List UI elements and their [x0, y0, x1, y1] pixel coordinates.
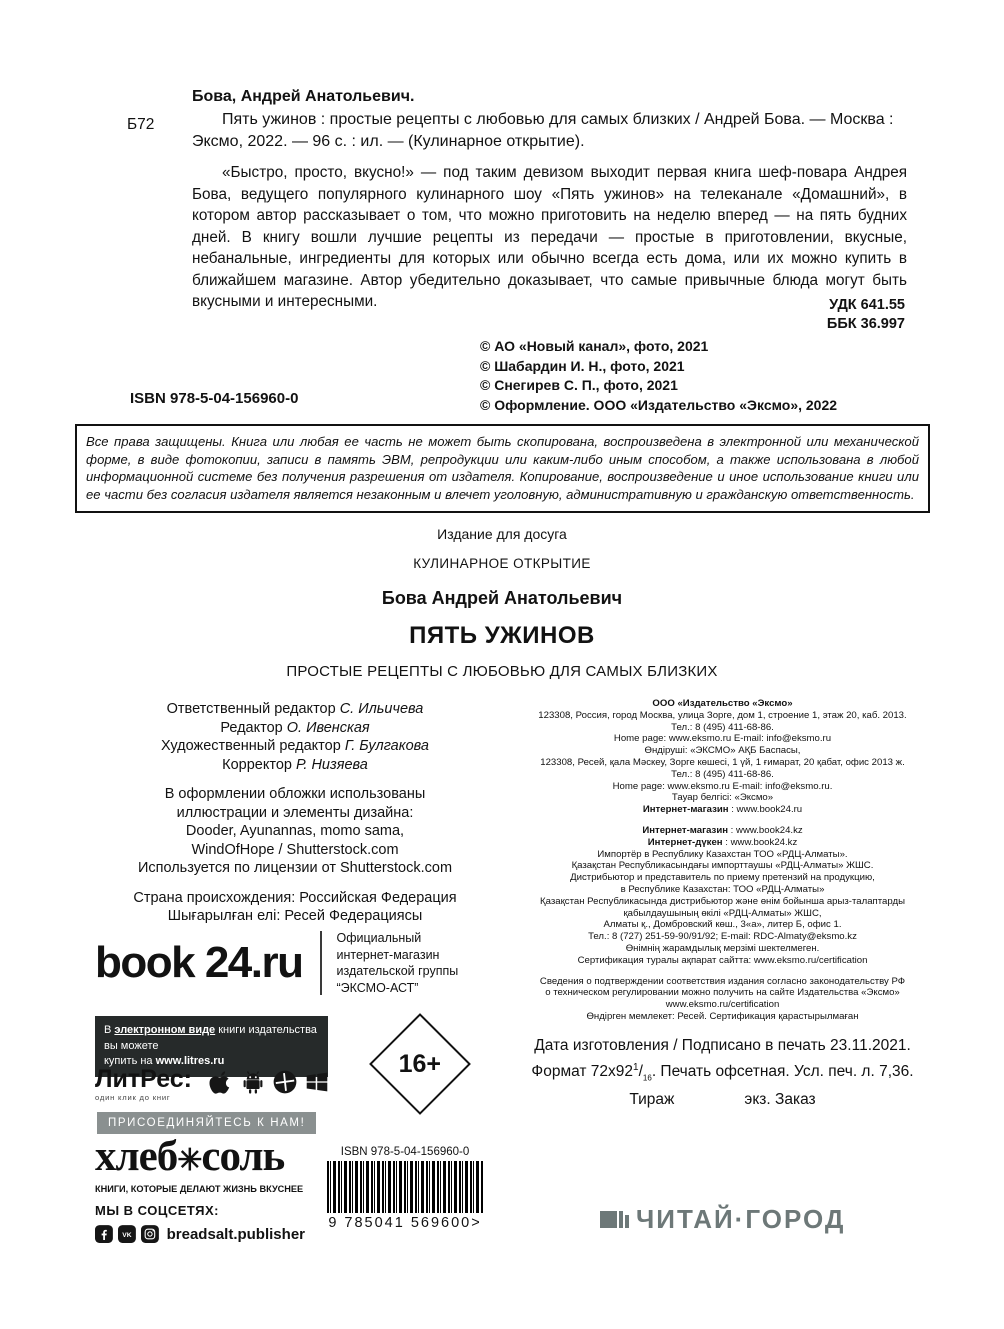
book-title: ПЯТЬ УЖИНОВ: [409, 622, 595, 649]
certification-block: [515, 976, 930, 1023]
publisher-line-text: Сертификация туралы ақпарат сайтта: www.eksmo.ru/certification: [577, 954, 868, 966]
publisher-line: [515, 698, 930, 710]
staff-role: Художественный редактор: [161, 738, 345, 754]
litres-url: www.litres.ru: [155, 1055, 225, 1067]
cover-credit-line: Dooder, Ayunannas, momo sama,: [185, 823, 405, 839]
publisher-line: [515, 825, 930, 837]
publisher-line-text: в Республике Казахстан: ТОО «РДЦ-Алматы»: [620, 883, 825, 895]
tirazh-line: Тираж экз. Заказ: [629, 1090, 816, 1108]
publisher-address-block: [515, 698, 930, 816]
star-icon: ✳: [177, 1144, 202, 1177]
publisher-line-text: Өндірген мемлекет: Ресей. Сертификация қарастырылмаған: [586, 1010, 859, 1022]
barcode-digits: 9 785041 569600>: [328, 1215, 482, 1231]
publisher-line: [515, 849, 930, 861]
publisher-line: [515, 1011, 930, 1023]
book24-caption-line: издательской группы: [336, 964, 459, 978]
staff-name: О. Ивенская: [286, 719, 370, 736]
publisher-line: [515, 908, 930, 920]
editorial-column: [75, 700, 515, 937]
catalog-text: [192, 88, 907, 313]
windows-phone-icon: [272, 1069, 298, 1095]
publisher-line: [515, 896, 930, 908]
publisher-line: [515, 804, 930, 816]
origin-line: Шығарылған елі: Ресей Федерациясы: [167, 908, 423, 924]
book24-caption-line: Официальный: [336, 931, 422, 945]
cover-credit-line: Используется по лицензии от Shutterstock.com: [137, 860, 453, 876]
apple-icon: [208, 1069, 234, 1095]
origin-line: Страна происхождения: Российская Федерация: [133, 889, 457, 906]
cover-credit-line: В оформлении обложки использованы: [164, 786, 426, 802]
annotation-text: «Быстро, просто, вкусно!» — под таким девизом выходит первая книга шеф-повара Андрея Бова, ведущего популярного кулинарного шоу «Пять ужинов» на телеканале «Домашний», в котором автор рассказывает о том, что можно приготовить на неделю вперед — на пять будних дней. В книгу вошли лучшие рецепты из передачи — простые в приготовлении, вкусные, небанальные, ингредиенты для которых или обычно всегда есть дома, или их можно купить в ближайшем магазине. Автор убедительно доказывает, что самые привычные блюда могут быть вкусными и интересными.: [192, 164, 907, 310]
publisher-line-text: 123308, Ресей, қала Мәскеу, Зорге көшесі, 1 үй, 1 ғимарат, 20 қабат, офис 2013 ж.: [540, 756, 905, 768]
book24-block: [95, 930, 458, 996]
bbk-code: ББК 36.997: [826, 316, 905, 332]
publisher-line: [515, 860, 930, 872]
publisher-line-text: қабылдаушының өкілі «РДЦ-Алматы» ЖШС,: [623, 907, 822, 919]
age-rating-badge: 16+: [369, 1013, 471, 1115]
classification-codes: [827, 296, 905, 334]
cover-credit-line: иллюстрации и элементы дизайна:: [176, 804, 414, 821]
print-run-info: [515, 1035, 930, 1111]
litres-promo-box: В электронном виде книги издательства вы можете купить на www.litres.ru: [95, 1016, 328, 1077]
publisher-line-text: Импортёр в Республику Казахстан ТОО «РДЦ-Алматы».: [597, 848, 848, 860]
publisher-line-bold: Интернет-дүкен: [647, 836, 723, 848]
social-handle: breadsalt.publisher: [166, 1225, 305, 1243]
copyright-list: [480, 337, 837, 415]
publisher-line: [515, 769, 930, 781]
cover-credits: [75, 785, 515, 878]
publisher-line: [515, 757, 930, 769]
book24-caption-line: “ЭКСМО-АСТ”: [336, 980, 419, 995]
copyright-line: © Шабардин И. Н., фото, 2021: [480, 357, 685, 374]
chitai-gorod-icon: [600, 1211, 629, 1228]
staff-role: Редактор: [220, 719, 287, 736]
publisher-line: [515, 919, 930, 931]
litres-logo-row: [95, 1066, 330, 1102]
copyright-line: © Снегирев С. П., фото, 2021: [480, 377, 678, 393]
litres-logo: ЛитРес:: [95, 1065, 193, 1093]
ean-barcode: [327, 1161, 483, 1213]
chitai-gorod-logo: [600, 1206, 845, 1232]
social-row: [95, 1223, 305, 1245]
publisher-line: [515, 999, 930, 1011]
legal-notice-box: Все права защищены. Книга или любая ее часть не может быть скопирована, воспроизведена в электронной или механической форме, в виде фотокопии, записи в память ЭВМ, репродукции или каким-либо иным способом, а также использована в любой информационной системе без получения разрешения от издателя. Копирование, воспроизведение и иное использование книги или ее части без согласия издателя является незаконным и влечет уголовную, административную и гражданскую ответственность.: [75, 424, 930, 513]
copyright-line: © Оформление. ООО «Издательство «Эксмо», 2022: [480, 396, 838, 413]
country-of-origin: [75, 889, 515, 926]
publisher-line-bold: Интернет-магазин: [642, 824, 729, 836]
publisher-line: [515, 943, 930, 955]
catalog-index-code: Б72: [127, 116, 155, 133]
publisher-line-text: Тауар белгісі: «Эксмо»: [671, 792, 774, 804]
editorial-staff: [75, 700, 515, 774]
publisher-line-text: Дистрибьютор и представитель по приему претензий на продукцию,: [570, 872, 875, 884]
publisher-line-text: Тел.: 8 (495) 411-68-86.: [671, 721, 774, 733]
book24-caption-line: интернет-магазин: [336, 947, 440, 962]
publisher-line: [515, 781, 930, 793]
copyright-line: © АО «Новый канал», фото, 2021: [480, 338, 709, 354]
staff-name: Г. Булгакова: [344, 738, 429, 754]
vk-icon: [118, 1223, 136, 1245]
publisher-line: [515, 745, 930, 757]
publisher-line-text: : www.book24.kz: [722, 836, 798, 848]
catalog-author-heading: Бова, Андрей Анатольевич.: [192, 88, 415, 105]
publisher-line-text: Сведения о подтверждении соответствия издания согласно законодательству РФ: [539, 975, 906, 987]
cover-credit-line: WindOfHope / Shutterstock.com: [191, 841, 399, 858]
book24-caption: [337, 930, 459, 996]
staff-role: Ответственный редактор: [166, 701, 340, 717]
publisher-line-text: : www.book24.kz: [728, 824, 803, 836]
publisher-line-text: www.eksmo.ru/certification: [665, 999, 780, 1011]
android-icon: [240, 1069, 266, 1095]
litres-logo-block: [95, 1066, 192, 1102]
publisher-line-text: Home page: www.eksmo.ru E-mail: info@eksmo.ru: [613, 733, 832, 745]
publisher-line-text: Өндіруші: «ЭКСМО» АҚБ Баспасы,: [644, 745, 801, 757]
staff-name: С. Ильичева: [339, 701, 424, 717]
publisher-line-text: Home page: www.eksmo.ru E-mail: info@eksmo.ru.: [612, 780, 833, 792]
publisher-line-text: о техническом регулировании можно получить на сайте Издательства «Эксмо»: [545, 987, 900, 999]
join-us-banner: ПРИСОЕДИНЯЙТЕСЬ К НАМ!: [97, 1112, 316, 1134]
publisher-line: [515, 884, 930, 896]
publisher-line-text: Тел.: 8 (495) 411-68-86.: [671, 768, 774, 780]
staff-line: [75, 719, 515, 738]
publisher-column: [515, 698, 930, 1111]
publisher-line: [515, 987, 930, 999]
publisher-line: [515, 733, 930, 745]
litres-tagline: один клик до книг: [95, 1093, 171, 1102]
publisher-line: [515, 710, 930, 722]
publisher-line-text: Тел.: 8 (727) 251-59-90/91/92; E-mail: RDC-Almaty@eksmo.kz: [588, 931, 857, 943]
book-subtitle: ПРОСТЫЕ РЕЦЕПТЫ С ЛЮБОВЬЮ ДЛЯ САМЫХ БЛИЗКИХ: [286, 663, 718, 680]
isbn-number: ISBN 978-5-04-156960-0: [130, 390, 299, 407]
staff-role: Корректор: [222, 756, 296, 773]
bibliographic-description: Пять ужинов : простые рецепты с любовью для самых близких / Андрей Бова. — Москва : Эксмо, 2022. — 96 с. : ил. — (Кулинарное открытие).: [192, 111, 894, 150]
facebook-icon: [95, 1223, 113, 1245]
book24-logo: book 24.ru: [95, 938, 303, 987]
breadsalt-block: [95, 1134, 305, 1245]
format-line: Формат $72x92^1/_{16}$. Печать офсетная. Усл. печ. л. 7,36.: [531, 1061, 914, 1082]
title-section: [0, 526, 1004, 680]
catalog-entry: [127, 88, 907, 313]
platform-icons: [208, 1069, 330, 1095]
publisher-line: [515, 837, 930, 849]
series-name: КУЛИНАРНОЕ ОТКРЫТИЕ: [413, 556, 591, 571]
windows-icon: [304, 1069, 330, 1095]
barcode-isbn-label: ISBN 978-5-04-156960-0: [340, 1146, 470, 1158]
breadsalt-tagline: КНИГИ, КОТОРЫЕ ДЕЛАЮТ ЖИЗНЬ ВКУСНЕЕ: [95, 1184, 304, 1194]
publisher-line-text: Қазақстан Республикасында дистрибьютор және өнім бойынша арыз-талаптарды: [540, 895, 905, 907]
staff-line: [75, 737, 515, 756]
publisher-line: [515, 931, 930, 943]
book-author: Бова Андрей Анатольевич: [381, 588, 623, 608]
barcode-block: [327, 1146, 483, 1231]
staff-line: [75, 756, 515, 775]
publisher-line: [515, 955, 930, 967]
print-date-line: Дата изготовления / Подписано в печать 23.11.2021.: [534, 1036, 911, 1054]
udk-code: УДК 641.55: [829, 297, 905, 313]
distributor-block: [515, 825, 930, 967]
publisher-line: [515, 722, 930, 734]
instagram-icon: [141, 1223, 159, 1245]
publisher-line: [515, 872, 930, 884]
publisher-line: [515, 976, 930, 988]
publisher-line-bold: Интернет-магазин: [642, 804, 729, 816]
staff-name: Р. Низяева: [295, 756, 368, 773]
publisher-line-text: Алматы қ., Домбровский көш., 3«а», литер Б, офис 1.: [603, 919, 842, 931]
publisher-line-text: Өнімнің жарамдылық мерзімі шектелмеген.: [625, 942, 820, 954]
publisher-line-text: Қазақстан Республикасындағы импорттаушы «РДЦ-Алматы» ЖШС.: [571, 860, 874, 872]
publisher-line-text: : www.book24.ru: [728, 804, 803, 816]
svg-text:VK: VK: [122, 1231, 132, 1239]
publisher-line: [515, 792, 930, 804]
staff-line: [75, 700, 515, 719]
publisher-line-bold: ООО «Издательство «Эксмо»: [652, 698, 793, 709]
breadsalt-logo: хлеб✳соль: [95, 1133, 285, 1180]
publisher-line-text: 123308, Россия, город Москва, улица Зорге, дом 1, строение 1, этаж 20, каб. 2013.: [538, 709, 907, 721]
chitai-gorod-label: ЧИТАЙ·ГОРОД: [636, 1204, 846, 1234]
edition-type: Издание для досуга: [437, 526, 567, 542]
vertical-divider: [320, 931, 322, 995]
social-label: МЫ В СОЦСЕТЯХ:: [95, 1203, 220, 1218]
